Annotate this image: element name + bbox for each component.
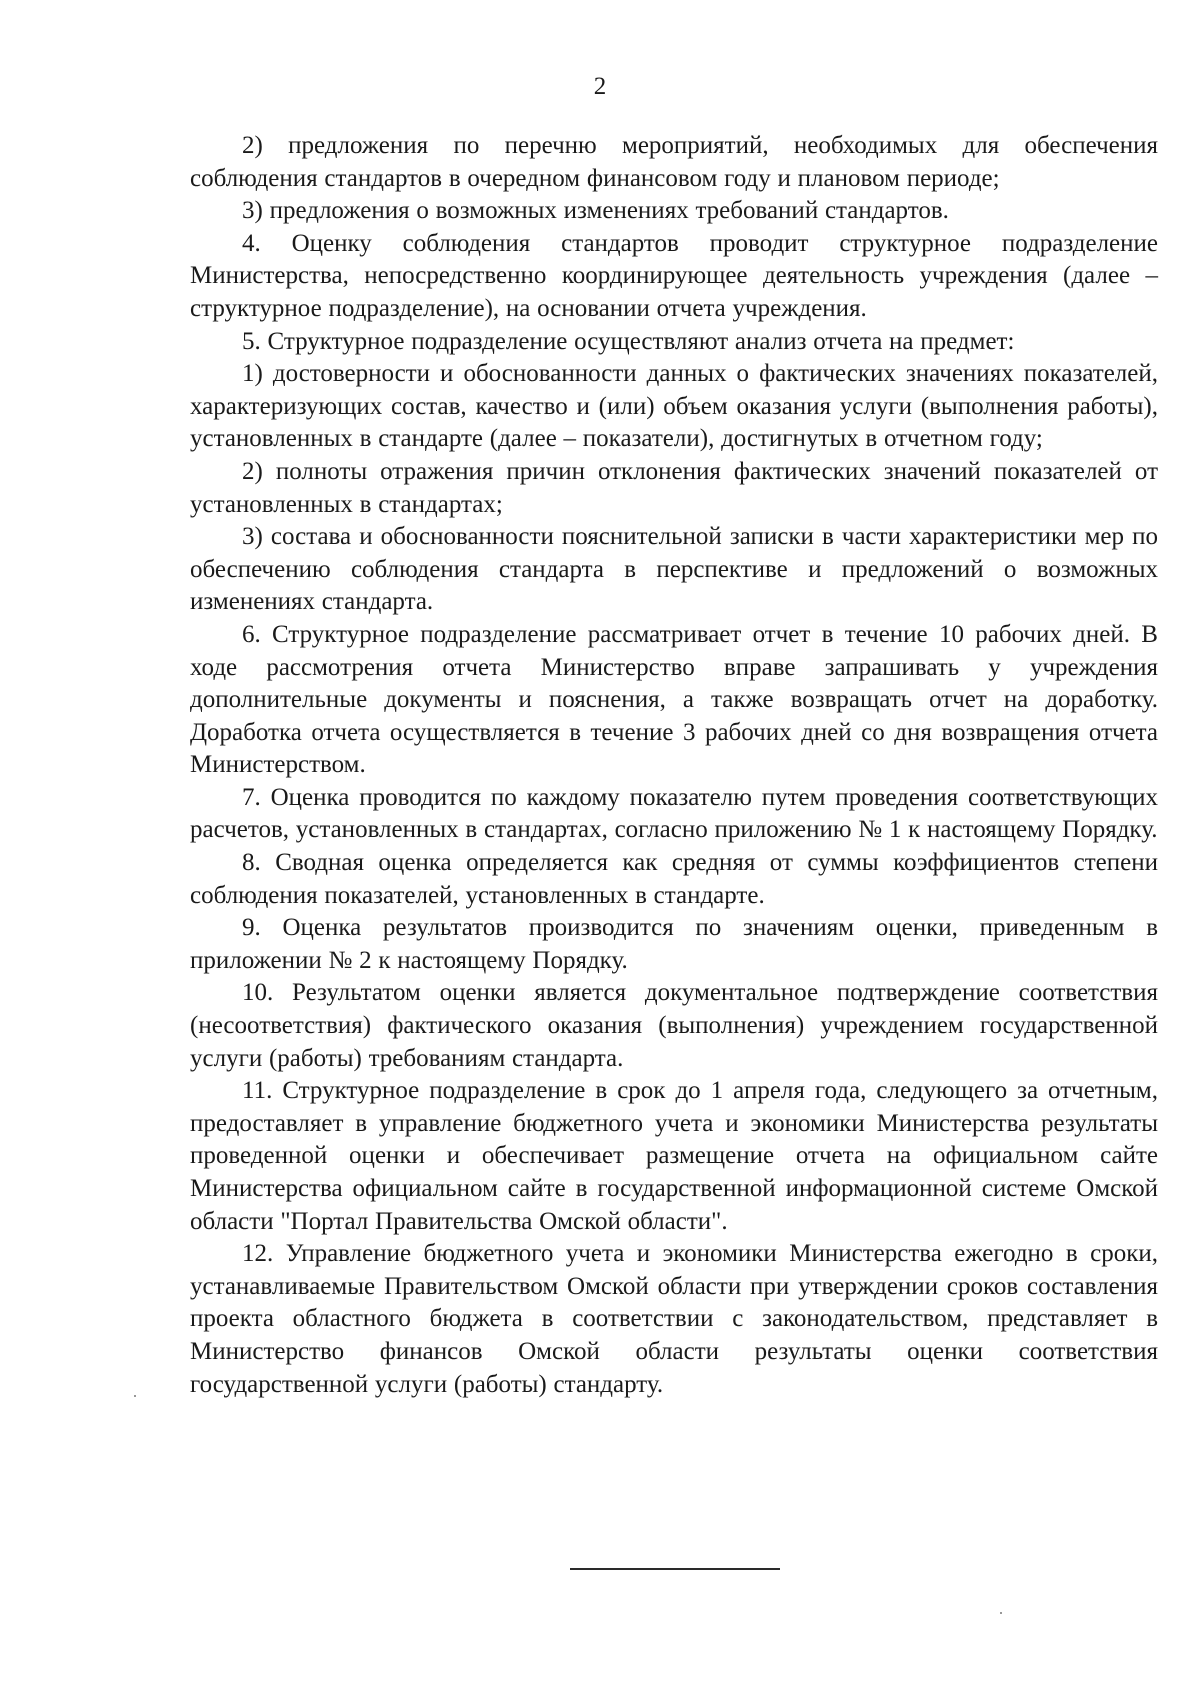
paragraph-9-results-evaluation: 9. Оценка результатов производится по значениям оценки, приведенным в приложении № 2 к настоящему Порядку.: [190, 914, 1158, 974]
paragraph-7-indicator-assessment: 7. Оценка проводится по каждому показателю путем проведения соответствующих расчетов, установленных в стандартах, согласно приложению № 1 к настоящему Порядку.: [190, 783, 1158, 844]
paragraph-8-summary-assessment: 8. Сводная оценка определяется как средняя от суммы коэффициентов степени соблюдения показателей, установленных в стандарте.: [190, 849, 1158, 909]
page-number: 2: [593, 73, 607, 100]
paragraph-4-assessment-unit: 4. Оценку соблюдения стандартов проводит структурное подразделение Министерства, непосредственно координирующее деятельность учреждения (далее – структурное подразделение), на основании отчета учреждения.: [190, 229, 1158, 322]
closing-rule: [570, 1568, 780, 1570]
scan-speck: [134, 1395, 136, 1397]
paragraph-item-2-proposals-measures: 2) предложения по перечню мероприятий, необходимых для обеспечения соблюдения стандартов в очередном финансовом году и плановом периоде;: [190, 132, 1158, 192]
scan-speck: [1000, 1612, 1002, 1614]
paragraph-5-1-data-reliability: 1) достоверности и обоснованности данных о фактических значениях показателей, характеризующих состав, качество и (или) объем оказания услуги (выполнения работы), установленных в стандарте (далее – показатели), достигнутых в отчетном году;: [190, 360, 1158, 453]
paragraph-5-2-deviation-reasons: 2) полноты отражения причин отклонения фактических значений показателей от установленных в стандартах;: [190, 457, 1158, 518]
document-body: [190, 130, 1158, 1401]
paragraph-5-analysis-subject: 5. Структурное подразделение осуществляют анализ отчета на предмет:: [242, 327, 1015, 355]
paragraph-item-3-proposals-changes: 3) предложения о возможных изменениях требований стандартов.: [242, 197, 949, 225]
paragraph-11-submission-deadline: 11. Структурное подразделение в срок до 1 апреля года, следующего за отчетным, предоставляет в управление бюджетного учета и экономики Министерства результаты проведенной оценки и обеспечивает размещение отчета на официальном сайте Министерства официальном сайте в государственной информационной системе Омской области "Портал Правительства Омской области".: [190, 1077, 1158, 1235]
paragraph-6-review-period: 6. Структурное подразделение рассматривает отчет в течение 10 рабочих дней. В ходе рассмотрения отчета Министерство вправе запрашивать у учреждения дополнительные документы и пояснения, а также возвращать отчет на доработку. Доработка отчета осуществляется в течение 3 рабочих дней со дня возвращения отчета Министерством.: [190, 620, 1158, 779]
paragraph-10-assessment-result: 10. Результатом оценки является документальное подтверждение соответствия (несоответствия) фактического оказания (выполнения) учреждением государственной услуги (работы) требованиям стандарта.: [190, 979, 1158, 1072]
paragraph-5-3-explanatory-note: 3) состава и обоснованности пояснительной записки в части характеристики мер по обеспечению соблюдения стандарта в перспективе и предложений о возможных изменениях стандарта.: [190, 523, 1158, 616]
paragraph-12-finance-ministry-report: 12. Управление бюджетного учета и экономики Министерства ежегодно в сроки, устанавливаемые Правительством Омской области при утверждении сроков составления проекта областного бюджета в соответствии с законодательством, представляет в Министерство финансов Омской области результаты оценки соответствия государственной услуги (работы) стандарту.: [190, 1240, 1158, 1398]
